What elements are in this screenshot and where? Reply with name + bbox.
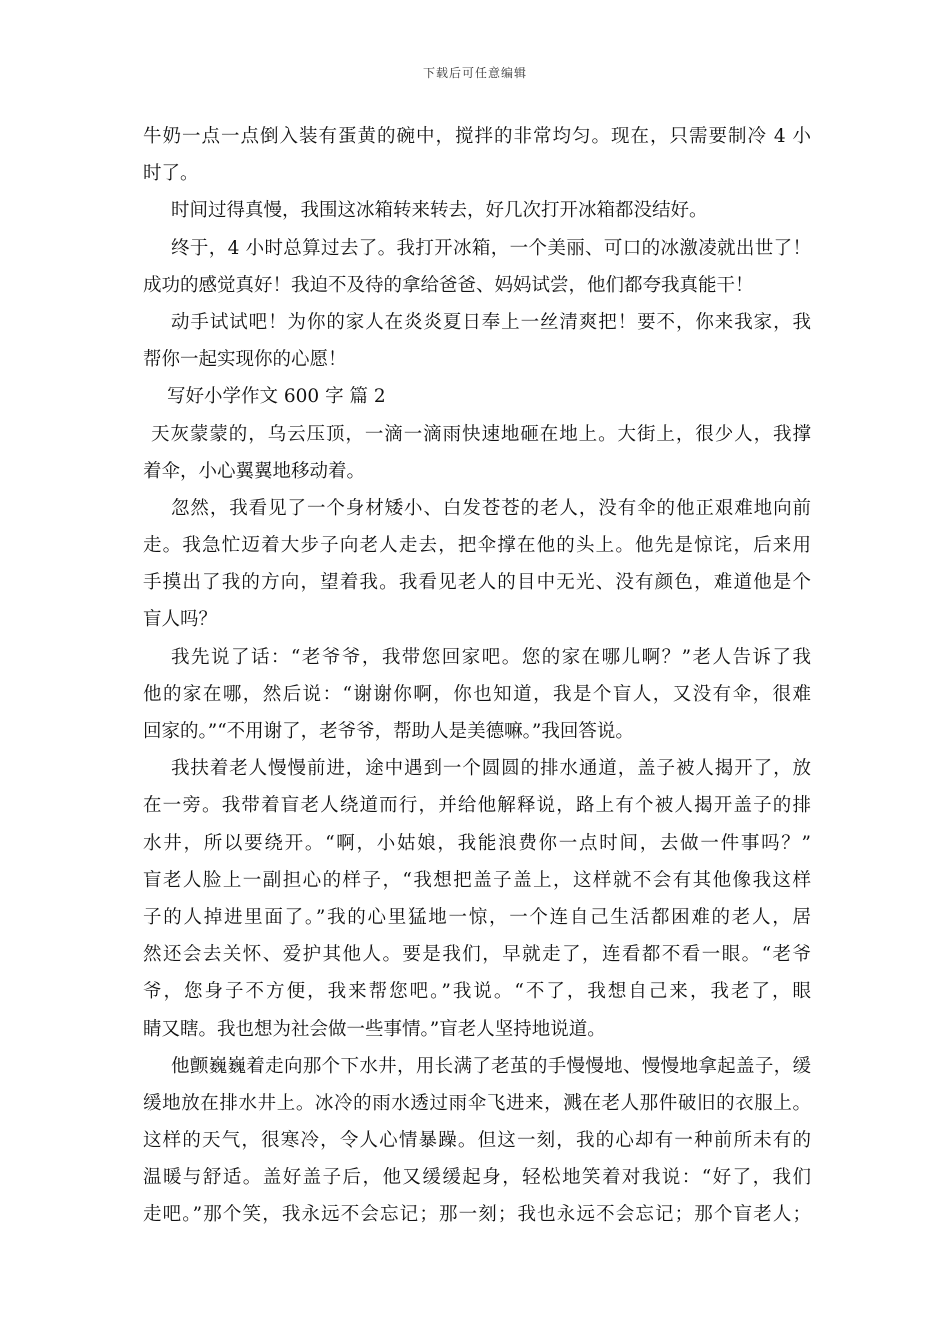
text-line: 缓地放在排水井上。冰冷的雨水透过雨伞飞进来，溅在老人那件破旧的衣服上。 (143, 1092, 811, 1114)
text-line: 盲老人脸上一副担心的样子，“我想把盖子盖上，这样就不会有其他像我这样 (143, 869, 811, 891)
text-line: 时了。 (143, 163, 199, 185)
page-header: 下载后可任意编辑 (422, 66, 527, 80)
text-line: 走。我急忙迈着大步子向老人走去，把伞撑在他的头上。他先是惊诧，后来用 (143, 535, 811, 557)
text-line: 在一旁。我带着盲老人绕道而行，并给他解释说，路上有个被人揭开盖子的排 (143, 795, 811, 817)
text-line: 手摸出了我的方向，望着我。我看见老人的目中无光、没有颜色，难道他是个 (143, 572, 811, 594)
text-line: 牛奶一点一点倒入装有蛋黄的碗中，搅拌的非常均匀。现在，只需要制冷 4 小 (143, 126, 811, 147)
text-line: 着伞，小心翼翼地移动着。 (143, 460, 366, 482)
text-line: 走吧。”那个笑，我永远不会忘记；那一刻；我也永远不会忘记；那个盲老人； (143, 1204, 811, 1226)
text-line: 然还会去关怀、爱护其他人。要是我们，早就走了，连看都不看一眼。“老爷 (143, 944, 811, 966)
text-line: 帮你一起实现你的心愿！ (143, 349, 347, 371)
text-line: 水井，所以要绕开。“啊，小姑娘，我能浪费你一点时间，去做一件事吗？” (143, 832, 811, 854)
text-line: 天灰蒙蒙的，乌云压顶，一滴一滴雨快速地砸在地上。大街上，很少人，我撑 (151, 423, 811, 445)
text-line: 回家的。”“不用谢了，老爷爷，帮助人是美德嘛。”我回答说。 (143, 721, 634, 742)
text-line: 忽然，我看见了一个身材矮小、白发苍苍的老人，没有伞的他正艰难地向前 (171, 497, 811, 519)
text-line: 成功的感觉真好！我迫不及待的拿给爸爸、妈妈试尝，他们都夸我真能干！ (143, 274, 754, 296)
text-line: 盲人吗？ (143, 609, 218, 631)
text-line: 我先说了话：“老爷爷，我带您回家吧。您的家在哪儿啊？”老人告诉了我 (171, 646, 811, 668)
text-line: 这样的天气，很寒冷，令人心情暴躁。但这一刻，我的心却有一种前所未有的 (143, 1130, 811, 1152)
section-heading: 写好小学作文 600 字 篇 2 (167, 386, 386, 408)
text-line: 他的家在哪，然后说：“谢谢你啊，你也知道，我是个盲人，又没有伞，很难 (143, 683, 811, 705)
text-line: 他颤巍巍着走向那个下水井，用长满了老茧的手慢慢地、慢慢地拿起盖子，缓 (171, 1055, 811, 1077)
text-line: 终于，4 小时总算过去了。我打开冰箱，一个美丽、可口的冰激凌就出世了！ (171, 237, 811, 259)
text-line: 我扶着老人慢慢前进，途中遇到一个圆圆的排水通道，盖子被人揭开了，放 (171, 758, 811, 780)
text-line: 子的人掉进里面了。”我的心里猛地一惊，一个连自己生活都困难的老人，居 (143, 906, 811, 928)
text-line: 时间过得真慢，我围这冰箱转来转去，好几次打开冰箱都没结好。 (171, 200, 708, 222)
text-line: 温暖与舒适。盖好盖子后，他又缓缓起身，轻松地笑着对我说：“好了，我们 (143, 1167, 811, 1189)
text-line: 爷，您身子不方便，我来帮您吧。”我说。“不了，我想自己来，我老了，眼 (143, 981, 811, 1003)
document-body (143, 118, 811, 1234)
text-line: 动手试试吧！为你的家人在炎炎夏日奉上一丝清爽把！要不，你来我家，我 (171, 311, 811, 333)
text-line: 睛又瞎。我也想为社会做一些事情。”盲老人坚持地说道。 (143, 1018, 606, 1040)
